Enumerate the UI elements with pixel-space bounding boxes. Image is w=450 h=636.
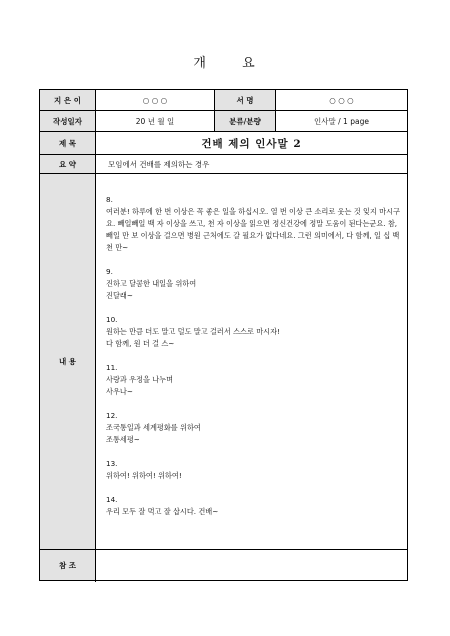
content-item: [106, 458, 402, 482]
item-text: 원하는 만큼 더도 말고 덜도 말고 걸러서 스스로 마시자!: [106, 327, 280, 336]
summary-label: 요 약: [40, 155, 95, 173]
item-number: 14.: [106, 495, 118, 504]
subject-label: 제 목: [40, 132, 95, 154]
item-response: 진달래~: [106, 291, 133, 300]
item-text: 조국통일과 세계평화를 위하여: [106, 423, 201, 432]
content-item: [106, 410, 402, 446]
item-text: 우리 모두 잘 먹고 잘 삽시다. 건배~: [106, 507, 219, 516]
item-response: 사우나~: [106, 387, 133, 396]
summary-value: 모임에서 건배를 제의하는 경우: [108, 159, 210, 169]
item-text: 위하여! 위하여! 위하여!: [106, 471, 182, 480]
document-title: 건배 제의 인사말 2: [201, 137, 302, 150]
date-label: 작성일자: [40, 111, 95, 131]
item-number: 13.: [106, 459, 118, 468]
item-response: 다 함께, 원 더 걸 스~: [106, 339, 175, 348]
item-number: 9.: [106, 267, 113, 276]
item-text: 진하고 달콤한 내일을 위하여: [106, 279, 197, 288]
date-value: 20 년 월 일: [135, 116, 175, 126]
author-value: ○ ○ ○: [142, 95, 168, 105]
content-item: [106, 314, 402, 350]
reference-value: [96, 550, 407, 580]
reference-label: 참 조: [40, 550, 95, 580]
page-title: [0, 52, 450, 71]
content-label: 내 용: [40, 174, 95, 549]
sign-value: ○ ○ ○: [329, 95, 354, 105]
content-item: [106, 266, 402, 302]
item-number: 12.: [106, 411, 118, 420]
item-response: 조통세평~: [106, 435, 140, 444]
category-label: 분류/분량: [215, 111, 275, 131]
page-title-char-1: 개: [193, 56, 208, 71]
content-body: [106, 194, 402, 518]
category-value: 인사말 / 1 page: [314, 116, 369, 126]
content-item: [106, 494, 402, 518]
author-label: 지 은 이: [40, 90, 95, 110]
item-number: 8.: [106, 195, 113, 204]
content-item: [106, 194, 402, 254]
item-text: 사랑과 우정을 나누며: [106, 375, 174, 384]
content-item: [106, 362, 402, 398]
document-form-table: [39, 89, 408, 581]
page-title-char-2: 요: [242, 56, 257, 71]
item-number: 11.: [106, 363, 118, 372]
item-text: 여러분! 하루에 한 번 이상은 꼭 좋은 일을 하십시오. 열 번 이상 큰 소리로 웃는 것 잊지 마시구요. 빼일빼일 백 자 이상을 쓰고, 천 자 이상을 읽으면 정신건강에 정말 도움이 된다는군요. 참, 빼일 만 보 이상을 걸으면 병원 근처에도 갈 필요가 없다네요. 그런 의미에서, 다 함께, 일 십 백 천 만~: [106, 207, 400, 252]
item-number: 10.: [106, 315, 118, 324]
sign-label: 서 명: [215, 90, 275, 110]
